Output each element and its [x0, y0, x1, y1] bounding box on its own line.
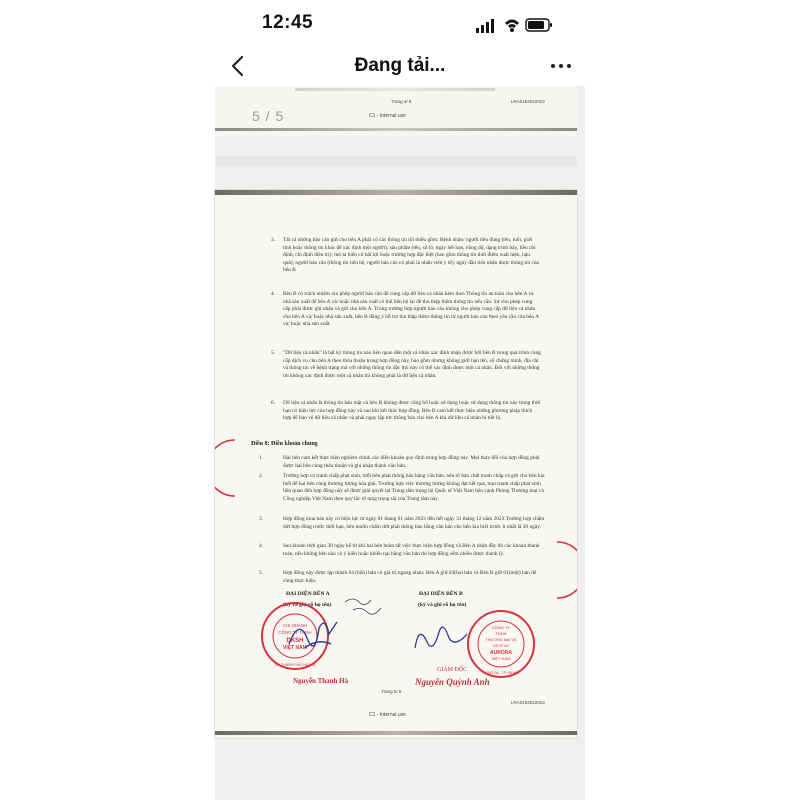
party-a-subtitle: (ký và ghi rõ họ tên) [283, 602, 332, 608]
cellular-signal-icon [476, 19, 494, 33]
clause-4-number: 4. [259, 543, 264, 549]
nav-title: Đang tải... [354, 55, 446, 76]
page4-page-label: Trang 4/ 5 [391, 99, 412, 104]
item-3-text: Tất cả những báo cáo gửi cho bên A phải có các thông tin tối thiểu gồm: Bệnh nhân/ người tiêu dùng (tên, tuổi, giới tính hoặc thông tin khác để xác định một người); sản phẩm (tên, số lô, ngày hết hạn, nồng độ, dạng trình bày, liều chỉ định, chỉ định điều trị); mô tả biến cố bất lợi hoặc trường hợp đặc biệt (bao gồm thông tin thời điểm xuất hiện, hậu quả); người báo cáo (thông tin liên hệ, người báo cáo có phải là nhân viên y tế); ngày đầu tiên nhận được thông tin của bên B [283, 237, 539, 274]
clause-2-text: Trường hợp có tranh chấp phát sinh, mỗi bên phải thông báo bằng văn bản, nêu rõ bản chất tranh chấp và gửi cho bên kia biết để hai bên cùng thương lượng hòa giải. Trường hợp việc thương lượng không đạt kết quả, mọi tranh chấp phát sinh liên quan đến hợp đồng này sẽ được giải quyết tại Trung tâm trọng tài Quốc tế Việt Nam bên cạnh Phòng Thương mại và Công nghiệp Việt Nam theo quy tắc tố tụng trọng tài của Trung tâm này. [283, 473, 545, 502]
stamp-b-line-2: TNHH [495, 631, 507, 636]
clause-2-number: 2. [259, 473, 264, 479]
page-5 [215, 190, 577, 738]
page5-classification: C1 - Internal use [369, 712, 406, 718]
page5-page-label: Trang 5/ 5 [381, 689, 402, 694]
page-edge [215, 128, 577, 131]
party-b-subtitle: (ký và ghi rõ họ tên) [418, 602, 467, 608]
party-b-position: GIÁM ĐỐC [437, 667, 468, 673]
clause-4-text: Sau khoản thời gian 30 ngày kể từ khi hai bên hoàn tất việc thực hiện hợp đồng và Bên A nhận đầy đủ các khoản thanh toán, nếu không bên nào có ý kiến hoặc khiếu nại bằng văn bản thì hợp đồng sẽm nhiên được thanh lý. [283, 543, 540, 557]
margin-stamp-right [555, 540, 577, 600]
company-stamp-b [465, 608, 537, 680]
stamp-b-line-3: THƯƠNG MẠI VÀ [485, 638, 517, 642]
more-options-icon[interactable] [548, 54, 574, 78]
stamp-a-line-3: DKSH [286, 638, 304, 644]
stamp-b-ring: ĐỐNG ĐA - TP. HÀ NỘI [482, 671, 520, 675]
item-6-text: Dữ liệu cá nhân là thông tin bảo mật và bên B không được công bố hoặc sử dụng hoặc sử dụng thông tin này trong thời hạn có hiệu lực của hợp đồng này và sau khi kết thúc hợp đồng. Bên B cam kết thực hiện những phương pháp thích hợp để bảo vệ dữ liệu cá nhân và phải ngay lập tức thông báo cho bên A khi dữ liệu cá nhân bị tiết lộ. [283, 400, 541, 422]
page-gap [215, 156, 577, 166]
wifi-icon [505, 20, 519, 33]
stamp-a-line-2: CÔNG TY TNHH [278, 630, 312, 635]
initials-scribble [343, 594, 385, 618]
stamp-b-line-6: VIỆT NAM [491, 656, 511, 661]
stamp-b-line-1: CÔNG TY [491, 625, 511, 630]
page5-code: LRA0162022023 [511, 700, 545, 705]
page4-code: LRA0162022023 [511, 99, 545, 104]
party-a-name: Nguyễn Thanh Hà [293, 677, 349, 685]
battery-icon [526, 19, 552, 31]
page4-classification: C1 - Internal use [369, 113, 406, 119]
party-b-title: ĐẠI DIỆN BÊN B [419, 591, 463, 597]
item-5-number: 5. [271, 350, 276, 356]
clause-1-number: 1. [259, 455, 264, 461]
item-5-text: "Dữ liệu cá nhân" là bất kỳ thông tin nào liên quan đến một cá nhân xác định nhận được bởi bên B trong quá trình cung cấp dịch vụ cho bên A theo thỏa thuận trong hợp đồng này, bao gồm nhưng không giới hạn tên, số chứng minh, địa chỉ và thông tin về bệnh trạng mà với những thông tin đặc thù này có thể xác định được một cá nhân. Đối với những thông tin không xác định được một cá nhân thì không phải là dữ liệu cá nhân. [283, 350, 541, 379]
party-a-title: ĐẠI DIỆN BÊN A [286, 591, 330, 597]
stamp-a-line-1: CHI NHÁNH [282, 623, 308, 628]
clause-1-text: Hai bên cam kết thực hiện nghiêm chỉnh các điều khoản quy định trong hợp đồng này. Mọi thay đổi của hợp đồng phải được hai bên cùng thỏa thuận và ghi nhận thành văn bản. [283, 455, 540, 469]
status-bar [0, 0, 800, 48]
clause-3-text: Hợp đồng mua bán này có hiệu lực từ ngày 01 tháng 01 năm 2023 đến hết ngày 31 tháng 12 năm 2023.Trường hợp chấm dứt hợp đồng trước thời hạn, bên muốn chấm dứt phải thông báo bằng văn bản cho bên kia biết trước ít nhất là 30 ngày. [283, 516, 545, 530]
item-3-number: 3. [271, 237, 276, 243]
page-indicator: 5 / 5 [252, 108, 285, 124]
item-4-text: Bên B có trách nhiệm xin phép người báo cáo để cung cấp dữ liệu cá nhân kèm theo Thông tin an toàn cho bên A và nhà sản xuất để bên A và/ hoặc nhà sản xuất có thể liên hệ lại để thu thập thêm thông tin nếu cần. Sự cho phép cung cấp phải được ghi nhận và gửi cho bên A. Trong trường hợp người báo cáo không cho phép cung cấp dữ liệu cá nhân cho bên A và/ hoặc nhà sản xuất, bên B đồng ý hỗ trợ thu thập thêm thông tin từ người báo cáo theo yêu cầu của bên A và/ hoặc nhà sản xuất. [283, 291, 539, 328]
clause-5-text: Hợp đồng này được lập thành 04 (bốn) bản có giá trị ngang nhau: Bên A giữ 03(ba) bản và Bên B giữ 01(một) bản để cùng thực hiện. [283, 570, 537, 584]
page-bottom-edge [215, 731, 577, 735]
party-b-name: Nguyễn Quỳnh Anh [415, 677, 490, 687]
stamp-b-line-4: DỊCH VỤ [493, 644, 509, 648]
stamp-a-ring: TẠI THÀNH PHỐ HÀ NỘI [274, 663, 316, 667]
stamp-a-line-4: VIỆT NAM [283, 645, 307, 651]
clause-3-number: 3. [259, 516, 264, 522]
article-8-title: Điều 8: Điều khoản chung [251, 441, 318, 447]
page-top-edge [215, 190, 577, 195]
stamp-b-line-5: AURORA [490, 650, 512, 656]
signature-a [282, 608, 345, 658]
clause-5-number: 5. [259, 570, 264, 576]
margin-stamp-left [215, 438, 237, 498]
item-6-number: 6. [271, 400, 276, 406]
status-time: 12:45 [262, 12, 314, 33]
status-icons [474, 16, 554, 34]
item-4-number: 4. [271, 291, 276, 297]
